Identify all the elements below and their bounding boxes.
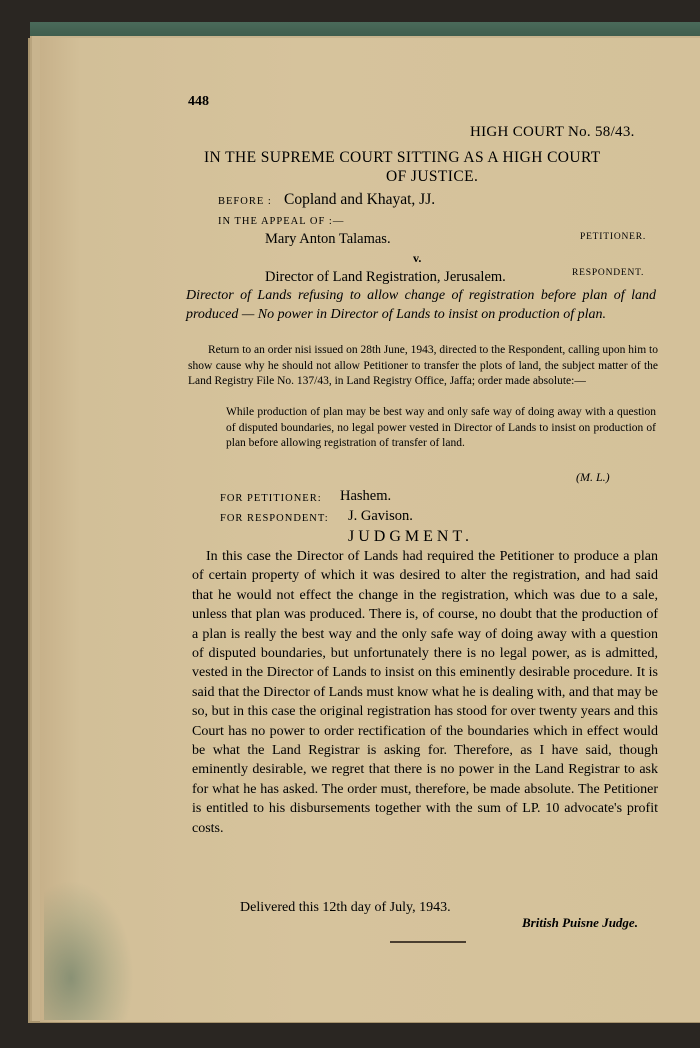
before-label: BEFORE : xyxy=(218,196,272,207)
page-number: 448 xyxy=(188,94,209,109)
respondent-name: Director of Land Registration, Jerusalem. xyxy=(265,269,506,285)
order-text: Return to an order nisi issued on 28th June, 1943, directed to the Respondent, calling upon him to show cause why he should not allow Petitioner to transfer the plots of land, the subject matter of the Land Registry File No. 137/43, in Land Registry Office, Jaffa; order made absolute:— xyxy=(188,344,658,387)
before-judges: Copland and Khayat, JJ. xyxy=(284,191,436,208)
petitioner-role: PETITIONER. xyxy=(580,232,647,242)
reporter-initials: (M. L.) xyxy=(576,470,610,484)
delivered-line: Delivered this 12th day of July, 1943. xyxy=(240,900,451,915)
page-stain xyxy=(44,880,134,1020)
for-respondent-name: J. Gavison. xyxy=(348,508,413,524)
closing-rule xyxy=(390,941,466,943)
judge-signature: British Puisne Judge. xyxy=(522,915,638,930)
judgment-paragraph: In this case the Director of Lands had required the Petitioner to produce a plan of certain property of which it was desired to alter the registration, and had said that he would not effect the change in the registration, which was due to a sale, unless that plan was produced. There is, of course, no doubt that the production of a plan is really the best way and the only safe way of doing away with a question of disputed boundaries, but unfortunately there is no legal power, as is admitted, vested in the Director of Lands to insist on this eminently desirable procedure. It is said that the Director of Lands must know what he is dealing with, and that may be so, but in this case the original registration has stood for over twenty years and this Court has no power to order rectification of the boundaries which in effect would be what the Land Registrar is asking for. Therefore, as I have said, though eminently desirable, we regret that there is no power in the Land Registrar to ask for what he has asked. The order must, therefore, be made absolute. The Petitioner is entitled to his disbursements together with the sum of LP. 10 advocate's profit costs. xyxy=(192,549,658,836)
court-title-line1: IN THE SUPREME COURT SITTING AS A HIGH COURT xyxy=(204,149,601,166)
appeal-label: IN THE APPEAL OF :— xyxy=(218,216,345,227)
court-title-line2: OF JUSTICE. xyxy=(386,168,479,185)
for-petitioner-name: Hashem. xyxy=(340,488,392,504)
judgment-heading: JUDGMENT. xyxy=(348,528,474,545)
petitioner-name: Mary Anton Talamas. xyxy=(265,231,391,247)
headnote: Director of Lands refusing to allow change of registration before plan of land produced — No power in Director of Lands to insist on production of plan. xyxy=(186,288,656,322)
versus: v. xyxy=(413,251,422,265)
holding-text: While production of plan may be best way and only safe way of doing away with a question of disputed boundaries, no legal power vested in Director of Lands to insist on production of plan before allowing registration of transfer of land. xyxy=(226,406,656,449)
for-respondent-label: FOR RESPONDENT: xyxy=(220,513,329,524)
respondent-role: RESPONDENT. xyxy=(572,268,645,278)
judgment-body xyxy=(192,547,658,838)
case-number: HIGH COURT No. 58/43. xyxy=(470,124,635,140)
for-petitioner-label: FOR PETITIONER: xyxy=(220,493,322,504)
